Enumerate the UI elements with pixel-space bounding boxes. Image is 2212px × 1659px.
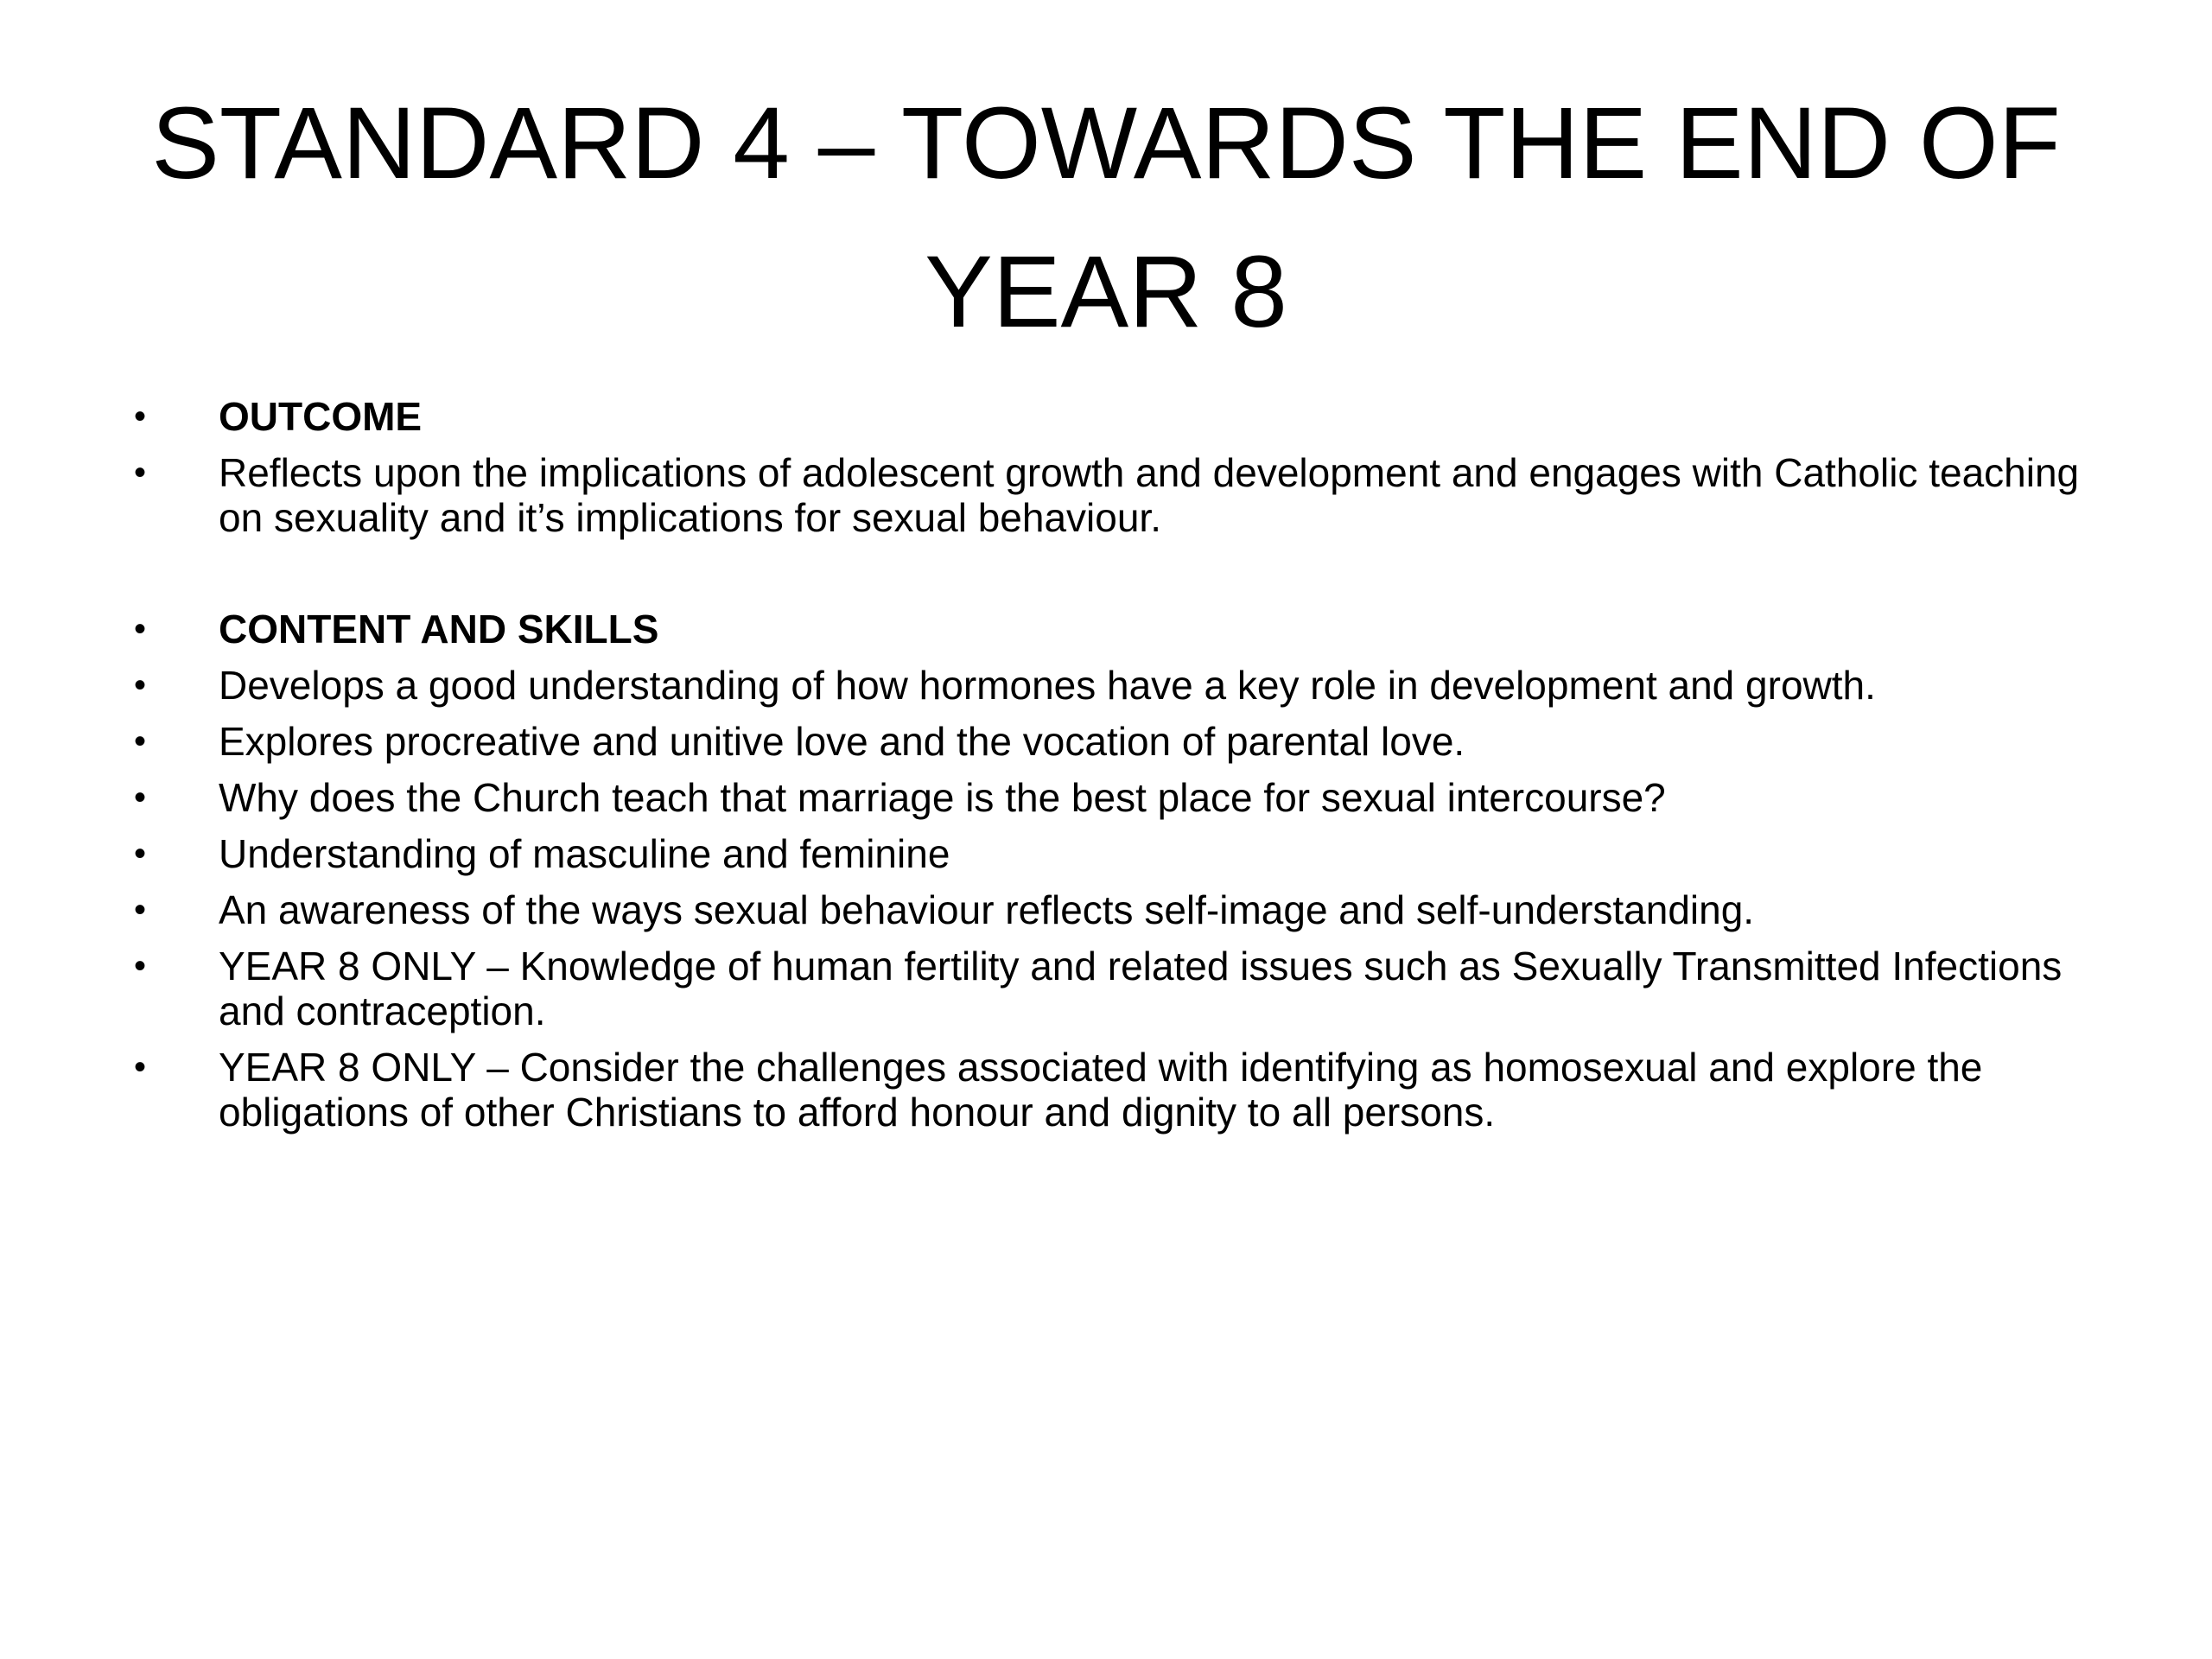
bullet-text: Understanding of masculine and feminine [219, 831, 950, 876]
bullet-icon: • [134, 1048, 147, 1086]
bullet-icon: • [134, 397, 147, 435]
bullet-icon: • [134, 835, 147, 873]
bullet-text: Develops a good understanding of how hormones have a key role in development and growth. [219, 663, 1876, 708]
bullet-item-marriage [130, 775, 2100, 820]
bullet-item-outcome-heading [130, 394, 2100, 439]
bullet-icon: • [134, 779, 147, 817]
bullet-text: YEAR 8 ONLY – Consider the challenges associated with identifying as homosexual and explore the obligations of other Christians to afford honour and dignity to all persons. [219, 1045, 1983, 1135]
bullet-text: Why does the Church teach that marriage is the best place for sexual intercourse? [219, 775, 1666, 820]
bullet-icon: • [134, 891, 147, 929]
bullet-item-fertility [130, 944, 2100, 1033]
bullet-item-dignity [130, 1045, 2100, 1135]
bullet-icon: • [134, 947, 147, 985]
bullet-item-content-heading [130, 607, 2100, 652]
slide-title: STANDARD 4 – TOWARDS THE END OF YEAR 8 [151, 86, 2061, 349]
bullet-icon: • [134, 454, 147, 492]
bullet-item-hormones [130, 663, 2100, 708]
bullet-icon: • [134, 610, 147, 648]
bullet-item-masculine-feminine [130, 831, 2100, 876]
bullet-text: Explores procreative and unitive love and the vocation of parental love. [219, 719, 1465, 764]
bullet-item-love [130, 719, 2100, 764]
bullet-text: An awareness of the ways sexual behaviour reflects self-image and self-understanding. [219, 887, 1755, 932]
bullet-icon: • [134, 722, 147, 760]
bullet-text: Reflects upon the implications of adolescent growth and development and engages with Catholic teaching on sexuality and it’s implications for sexual behaviour. [219, 450, 2080, 540]
bullet-text: CONTENT AND SKILLS [219, 607, 659, 652]
bullet-text: YEAR 8 ONLY – Knowledge of human fertility and related issues such as Sexually Transmitted Infections and contraception. [219, 944, 2063, 1033]
bullet-item-outcome [130, 450, 2100, 540]
bullet-list [130, 394, 2100, 1146]
bullet-item-self-image [130, 887, 2100, 932]
bullet-icon: • [134, 666, 147, 704]
bullet-text: OUTCOME [219, 394, 423, 439]
